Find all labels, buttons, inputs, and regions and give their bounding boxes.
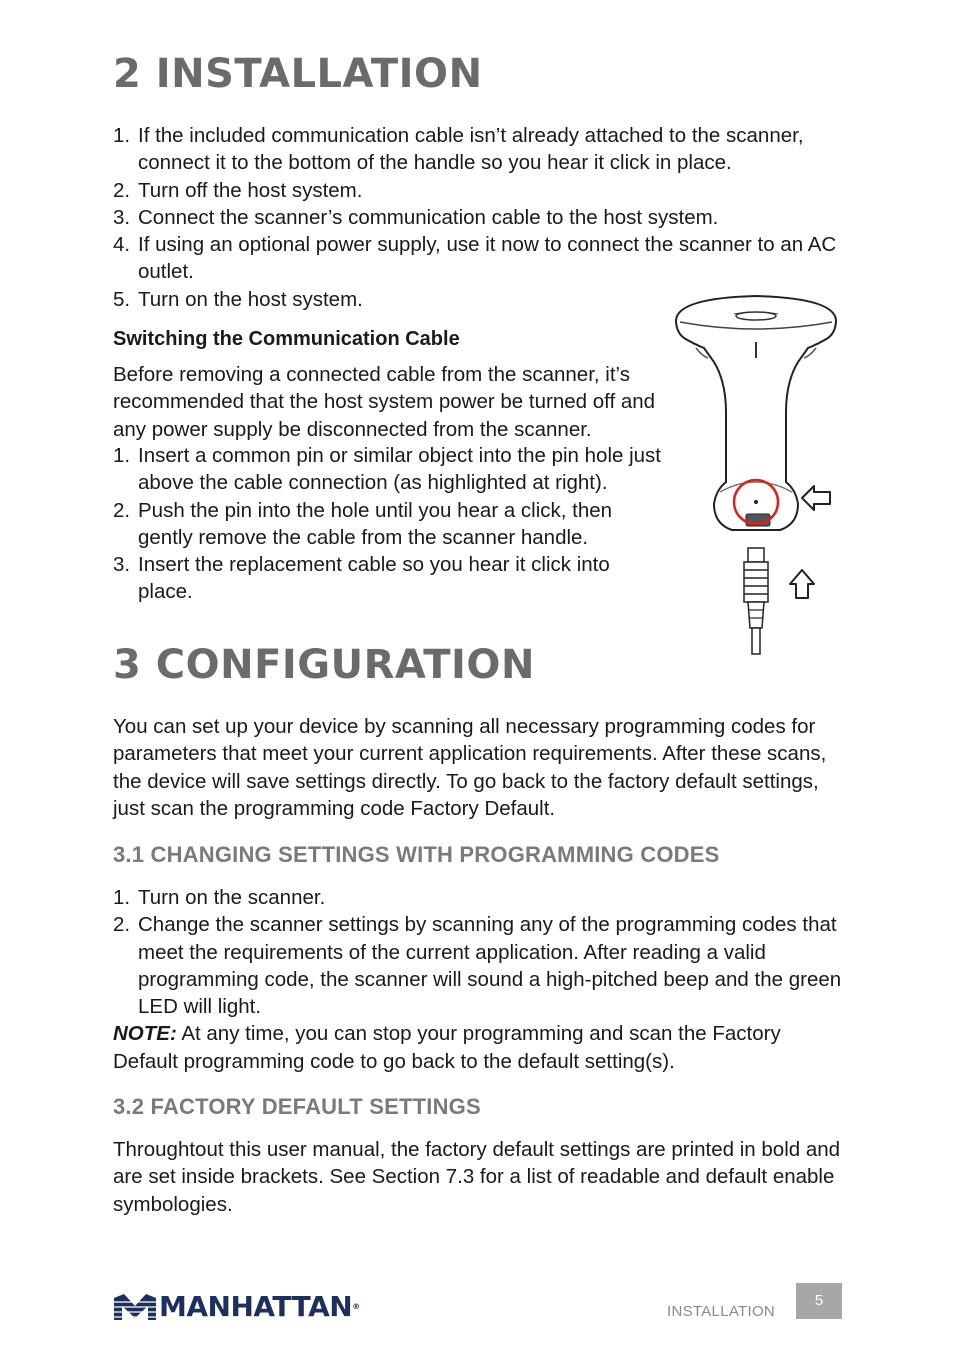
step-text: Turn off the host system.	[138, 178, 363, 202]
note-text: At any time, you can stop your programming and scan the Factory Default programming code to go back to the default setting(s).	[113, 1022, 781, 1073]
note-label: NOTE:	[113, 1022, 177, 1046]
step-text: Connect the scanner’s communication cable to the host system.	[138, 205, 719, 229]
step-number: 1.	[113, 124, 131, 147]
trademark: ®	[352, 1302, 360, 1311]
list-item	[113, 497, 638, 552]
installation-steps	[113, 122, 843, 313]
step-text: Insert the replacement cable so you hear it click into place.	[138, 553, 610, 604]
note-paragraph	[113, 1020, 843, 1075]
installation-title: 2 INSTALLATION	[113, 51, 483, 97]
list-item	[113, 442, 673, 497]
manhattan-logo-icon	[112, 1290, 158, 1324]
section-3-1-heading: 3.1 CHANGING SETTINGS WITH PROGRAMMING CODES	[113, 842, 720, 867]
step-number: 3.	[113, 205, 131, 229]
configuration-title: 3 CONFIGURATION	[113, 642, 535, 688]
step-text: Turn on the scanner.	[138, 886, 326, 909]
section-3-1-steps	[113, 884, 843, 1075]
step-number: 4.	[113, 233, 131, 257]
step-text: Push the pin into the hole until you hear a click, then gently remove the cable from the scanner handle.	[138, 498, 613, 549]
up-arrow-icon	[790, 570, 814, 598]
scanner-illustration	[668, 292, 848, 662]
section-3-2-text: Throughtout this user manual, the factory default settings are printed in bold and are set inside brackets. See Section 7.3 for a list of readable and default enable symbologies.	[113, 1138, 841, 1216]
brand-name	[159, 1290, 360, 1324]
brand-text: MANHATTAN	[159, 1290, 353, 1323]
page-number: 5	[796, 1283, 842, 1319]
pin-hole	[754, 500, 758, 504]
list-item	[113, 177, 843, 204]
step-text: Turn on the host system.	[138, 287, 363, 311]
list-item	[113, 911, 843, 1020]
step-text: Change the scanner settings by scanning any of the programming codes that meet the requirements of the current application. After reading a valid programming code, the scanner will sound a high-pitched beep and the green LED will light.	[138, 913, 842, 1019]
cable-plug	[744, 548, 768, 654]
step-text: If the included communication cable isn’t already attached to the scanner, connect it to the bottom of the handle so you hear it click in place.	[138, 124, 804, 175]
list-item	[113, 884, 843, 911]
switching-intro: Before removing a connected cable from the scanner, it’s recommended that the host system power be turned off and any power supply be disconnected from the scanner.	[113, 363, 656, 441]
step-number: 2.	[113, 178, 131, 202]
step-number: 5.	[113, 287, 131, 311]
list-item	[113, 122, 843, 177]
list-item	[113, 551, 638, 606]
step-number: 2.	[113, 913, 131, 937]
switching-steps	[113, 442, 673, 606]
step-number: 1.	[113, 444, 131, 467]
switching-heading: Switching the Communication Cable	[113, 328, 460, 350]
step-number: 3.	[113, 553, 131, 577]
left-arrow-icon	[802, 486, 830, 510]
step-number: 1.	[113, 886, 131, 909]
step-text: If using an optional power supply, use it now to connect the scanner to an AC outlet.	[138, 233, 837, 284]
configuration-intro: You can set up your device by scanning all necessary programming codes for parameters that meet your current application requirements. After these scans, the device will save settings directly. To go back to the factory default settings, just scan the programming code Factory Default.	[113, 715, 827, 820]
list-item	[113, 231, 843, 286]
list-item	[113, 204, 843, 231]
step-number: 2.	[113, 498, 131, 522]
footer-section-label: INSTALLATION	[667, 1303, 776, 1320]
step-text: Insert a common pin or similar object into the pin hole just above the cable connection (as highlighted at right).	[138, 444, 662, 495]
section-3-2-heading: 3.2 FACTORY DEFAULT SETTINGS	[113, 1094, 481, 1119]
